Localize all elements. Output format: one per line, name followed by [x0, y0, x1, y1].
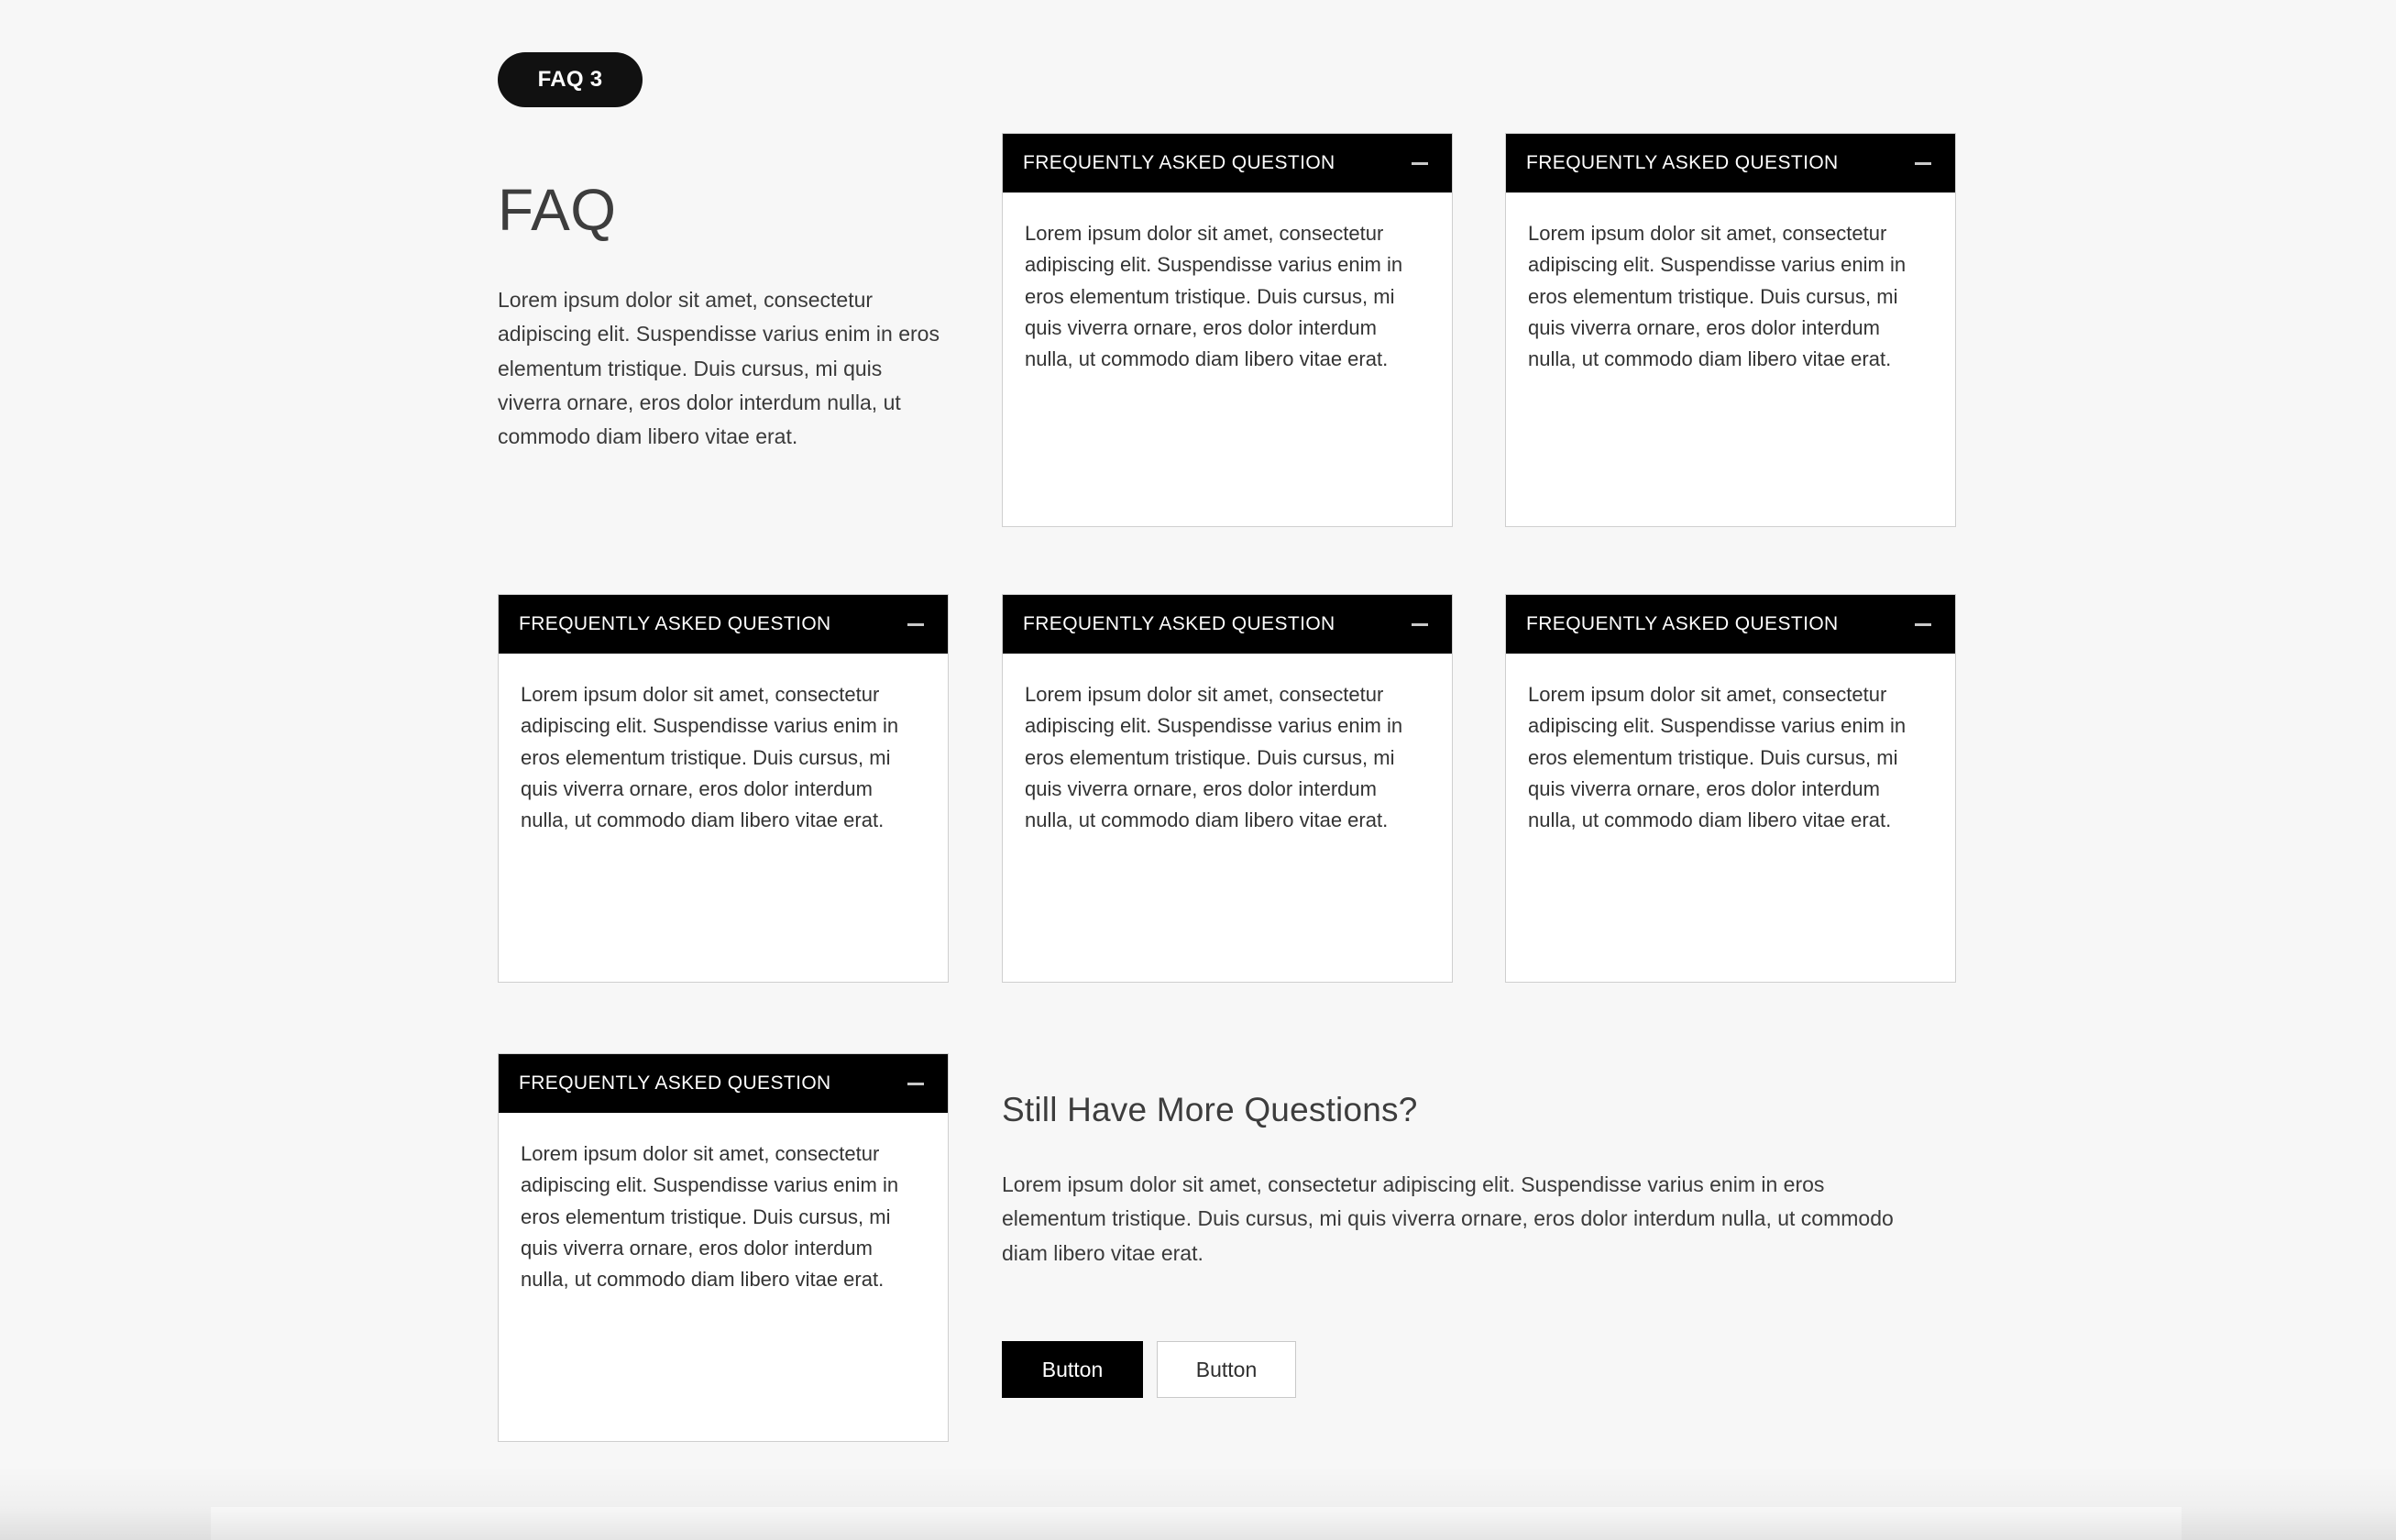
faq-card[interactable] — [1505, 133, 1956, 527]
button-row — [1002, 1341, 1296, 1398]
page-bottom-shadow — [0, 1467, 2396, 1540]
section-badge-label: FAQ 3 — [537, 67, 603, 92]
faq-card[interactable] — [498, 1053, 949, 1442]
faq-question-label: FREQUENTLY ASKED QUESTION — [1526, 152, 1839, 173]
minus-icon[interactable] — [906, 614, 926, 634]
primary-button[interactable]: Button — [1002, 1341, 1143, 1398]
more-questions-block — [1002, 1091, 1960, 1270]
more-questions-paragraph: Lorem ipsum dolor sit amet, consectetur adipiscing elit. Suspendisse varius enim in eros elementum tristique. Duis cursus, mi quis viverra ornare, eros dolor interdum nulla, ut commodo diam libero vitae erat. — [1002, 1172, 1894, 1265]
faq-answer: Lorem ipsum dolor sit amet, consectetur adipiscing elit. Suspendisse varius enim in eros elementum tristique. Duis cursus, mi quis viverra ornare, eros dolor interdum nulla, ut commodo diam libero vitae erat. — [521, 1142, 899, 1292]
faq-answer: Lorem ipsum dolor sit amet, consectetur adipiscing elit. Suspendisse varius enim in eros elementum tristique. Duis cursus, mi quis viverra ornare, eros dolor interdum nulla, ut commodo diam libero vitae erat. — [1025, 683, 1403, 832]
minus-icon[interactable] — [1410, 614, 1430, 634]
faq-card-header[interactable] — [1003, 595, 1452, 654]
faq-card[interactable] — [1002, 594, 1453, 983]
section-badge — [498, 52, 643, 107]
faq-question-label: FREQUENTLY ASKED QUESTION — [1023, 152, 1335, 173]
more-questions-heading: Still Have More Questions? — [1002, 1091, 1418, 1128]
faq-card-header[interactable] — [1506, 134, 1955, 192]
faq-card-header[interactable] — [1506, 595, 1955, 654]
minus-icon[interactable] — [1410, 153, 1430, 173]
faq-card-header[interactable] — [1003, 134, 1452, 192]
faq-card[interactable] — [498, 594, 949, 983]
page-bottom-surface — [211, 1507, 2182, 1540]
faq-answer: Lorem ipsum dolor sit amet, consectetur adipiscing elit. Suspendisse varius enim in eros elementum tristique. Duis cursus, mi quis viverra ornare, eros dolor interdum nulla, ut commodo diam libero vitae erat. — [1025, 222, 1403, 371]
faq-answer: Lorem ipsum dolor sit amet, consectetur adipiscing elit. Suspendisse varius enim in eros elementum tristique. Duis cursus, mi quis viverra ornare, eros dolor interdum nulla, ut commodo diam libero vitae erat. — [1528, 683, 1907, 832]
minus-icon[interactable] — [1913, 153, 1933, 173]
minus-icon[interactable] — [1913, 614, 1933, 634]
faq-card-header[interactable] — [499, 1054, 948, 1113]
faq-card[interactable] — [1002, 133, 1453, 527]
intro-paragraph: Lorem ipsum dolor sit amet, consectetur adipiscing elit. Suspendisse varius enim in eros elementum tristique. Duis cursus, mi quis viverra ornare, eros dolor interdum nulla, ut commodo diam libero vitae erat. — [498, 288, 940, 449]
faq-answer: Lorem ipsum dolor sit amet, consectetur adipiscing elit. Suspendisse varius enim in eros elementum tristique. Duis cursus, mi quis viverra ornare, eros dolor interdum nulla, ut commodo diam libero vitae erat. — [521, 683, 899, 832]
page-title: FAQ — [498, 177, 617, 243]
minus-icon[interactable] — [906, 1073, 926, 1094]
faq-question-label: FREQUENTLY ASKED QUESTION — [1526, 613, 1839, 634]
faq-card-header[interactable] — [499, 595, 948, 654]
faq-question-label: FREQUENTLY ASKED QUESTION — [519, 1072, 831, 1094]
faq-answer: Lorem ipsum dolor sit amet, consectetur adipiscing elit. Suspendisse varius enim in eros elementum tristique. Duis cursus, mi quis viverra ornare, eros dolor interdum nulla, ut commodo diam libero vitae erat. — [1528, 222, 1907, 371]
faq-card[interactable] — [1505, 594, 1956, 983]
intro-block — [498, 177, 947, 454]
faq-question-label: FREQUENTLY ASKED QUESTION — [1023, 613, 1335, 634]
faq-question-label: FREQUENTLY ASKED QUESTION — [519, 613, 831, 634]
secondary-button[interactable]: Button — [1157, 1341, 1296, 1398]
